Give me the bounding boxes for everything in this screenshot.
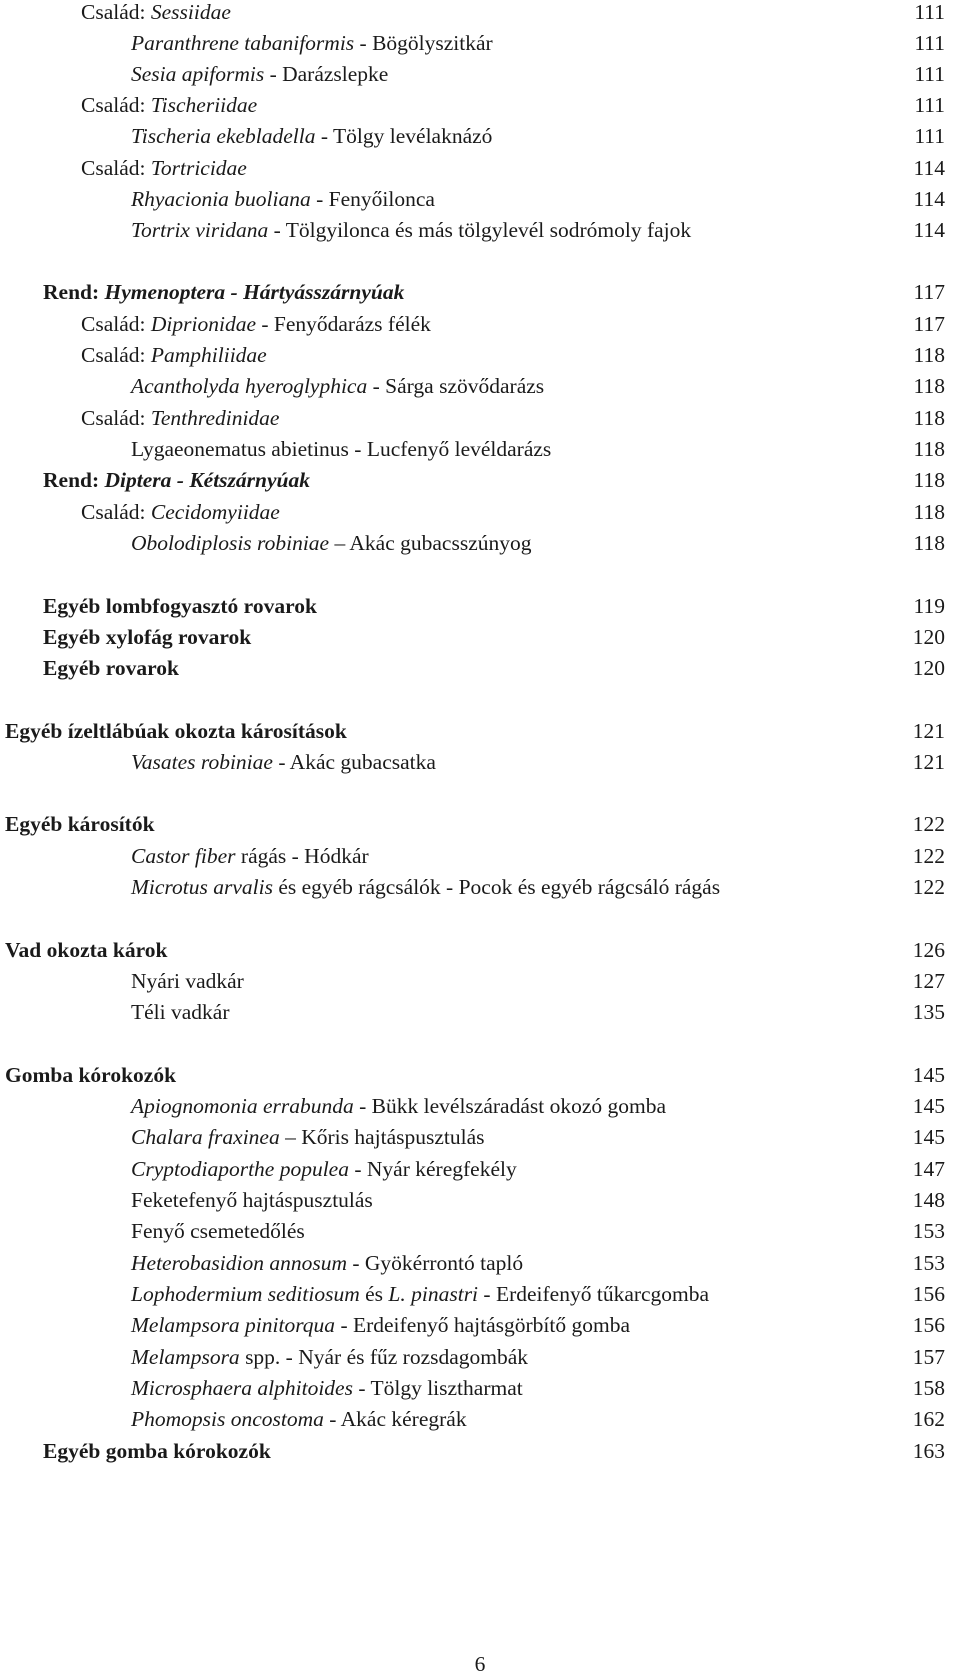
toc-entry-title — [43, 1436, 271, 1466]
toc-entry-title-segment: Chalara fraxinea — [131, 1125, 280, 1149]
toc-entry-title-segment: - Fenyődarázs félék — [255, 312, 431, 336]
toc-entry-title — [5, 1060, 176, 1090]
toc-entry-title — [131, 1279, 709, 1309]
toc-entry-title — [81, 0, 231, 27]
toc-entry-title-segment: Lophodermium seditiosum — [131, 1282, 360, 1306]
toc-entry-title — [131, 1216, 305, 1246]
toc-entry-title-segment: - Akác gubacsatka — [272, 750, 436, 774]
toc-entry — [0, 841, 960, 871]
toc-entry-title — [131, 1310, 630, 1340]
toc-entry-page: 145 — [912, 1094, 945, 1118]
toc-entry-title-segment: Sesia apiformis — [131, 62, 265, 86]
toc-entry-title-segment: – Kőris hajtáspusztulás — [279, 1125, 485, 1149]
toc-entry-title-segment: Tortricidae — [150, 156, 247, 180]
toc-entry-page: 126 — [912, 938, 945, 962]
toc-entry-title — [131, 184, 435, 214]
toc-entry-title — [43, 653, 179, 683]
toc-entry-title — [131, 997, 230, 1027]
toc-entry-title-segment: - Nyár kéregfekély — [348, 1157, 517, 1181]
toc-entry-title-segment: Phomopsis oncostoma — [131, 1407, 324, 1431]
toc-entry-title — [81, 403, 279, 433]
toc-entry-page: 120 — [912, 656, 945, 680]
toc-entry-title — [131, 215, 691, 245]
toc-entry — [0, 1154, 960, 1184]
toc-entry-page: 120 — [912, 625, 945, 649]
toc-entry-title — [131, 1248, 523, 1278]
toc-entry-title-segment: rágás - Hódkár — [235, 844, 369, 868]
toc-entry-page: 111 — [914, 93, 945, 117]
toc-entry-title-segment: Egyéb xylofág rovarok — [43, 625, 252, 649]
toc-entry-page: 148 — [912, 1188, 945, 1212]
toc-entry-title — [81, 340, 267, 370]
toc-entry-title — [43, 591, 317, 621]
toc-entry-page: 122 — [912, 812, 945, 836]
toc-entry — [0, 434, 960, 464]
toc-entry-title-segment: Acantholyda hyeroglyphica — [131, 374, 368, 398]
toc-entry — [0, 1091, 960, 1121]
toc-entry-title-segment: Castor fiber — [131, 844, 236, 868]
toc-entry-title-segment: - Gyökérrontó tapló — [347, 1251, 524, 1275]
toc-entry — [0, 340, 960, 370]
toc-entry-page: 111 — [914, 124, 945, 148]
toc-entry — [0, 716, 960, 746]
toc-entry-page: 114 — [913, 187, 945, 211]
toc-entry-title-segment: Család: — [81, 500, 151, 524]
toc-entry-title-segment: Lygaeonematus abietinus - Lucfenyő levéldarázs — [131, 437, 552, 461]
toc-entry — [0, 1342, 960, 1372]
toc-entry-title-segment: Rend: — [43, 468, 105, 492]
toc-entry-title — [43, 277, 404, 307]
toc-entry-title-segment: Cecidomyiidae — [150, 500, 280, 524]
toc-entry — [0, 0, 960, 27]
toc-entry — [0, 1122, 960, 1152]
toc-entry — [0, 1185, 960, 1215]
toc-entry-title-segment: - Tölgy lisztharmat — [352, 1376, 523, 1400]
toc-entry — [0, 1248, 960, 1278]
toc-entry-page: 119 — [913, 594, 945, 618]
toc-entry-title — [131, 747, 436, 777]
toc-entry — [0, 653, 960, 683]
toc-entry-title-segment: - Bükk levélszáradást okozó gomba — [353, 1094, 667, 1118]
toc-entry-title — [81, 90, 257, 120]
toc-entry — [0, 809, 960, 839]
toc-entry-title — [131, 121, 492, 151]
toc-entry-page: 145 — [912, 1125, 945, 1149]
toc-entry — [0, 28, 960, 58]
toc-entry — [0, 1436, 960, 1466]
toc-entry-page: 111 — [914, 0, 945, 24]
toc-entry-title — [81, 153, 247, 183]
toc-entry-title — [131, 841, 369, 871]
toc-entry — [0, 1279, 960, 1309]
toc-entry-page: 156 — [912, 1282, 945, 1306]
toc-entry-page: 153 — [912, 1219, 945, 1243]
toc-entry — [0, 121, 960, 151]
toc-entry — [0, 90, 960, 120]
toc-entry-title-segment: Egyéb ízeltlábúak okozta károsítások — [5, 719, 347, 743]
toc-entry — [0, 184, 960, 214]
toc-entry-title-segment: - Fenyőilonca — [310, 187, 435, 211]
toc-entry-title — [131, 28, 493, 58]
toc-entry-title-segment: spp. - Nyár és fűz rozsdagombák — [239, 1345, 529, 1369]
toc-entry — [0, 528, 960, 558]
toc-entry-title-segment: - Erdeifenyő tűkarcgomba — [478, 1282, 710, 1306]
toc-entry-title-segment: Téli vadkár — [131, 1000, 230, 1024]
toc-entry-page: 121 — [912, 719, 945, 743]
toc-entry — [0, 371, 960, 401]
toc-entry-title-segment: Egyéb gomba kórokozók — [43, 1439, 271, 1463]
toc-entry-page: 118 — [913, 343, 945, 367]
toc-entry-title-segment: – Akác gubacsszúnyog — [329, 531, 532, 555]
toc-entry-title-segment: Paranthrene tabaniformis — [131, 31, 355, 55]
toc-entry-title-segment: Diprionidae — [150, 312, 256, 336]
toc-entry — [0, 403, 960, 433]
toc-entry-title — [131, 1404, 467, 1434]
toc-entry-title-segment: Gomba kórokozók — [5, 1063, 177, 1087]
toc-entry-page: 157 — [912, 1345, 945, 1369]
toc-entry-title-segment: L. pinastri — [388, 1282, 479, 1306]
toc-entry-title-segment: Család: — [81, 93, 151, 117]
toc-entry — [0, 935, 960, 965]
toc-entry-title — [81, 309, 431, 339]
toc-entry-title — [43, 622, 251, 652]
toc-entry-title-segment: Tischeria ekebladella — [131, 124, 316, 148]
toc-entry — [0, 277, 960, 307]
toc-entry-title-segment: - Darázslepke — [264, 62, 389, 86]
toc-entry — [0, 1310, 960, 1340]
toc-entry-title-segment: Rhyacionia buoliana — [131, 187, 311, 211]
toc-entry-title — [5, 716, 347, 746]
toc-entry-title-segment: Melampsora — [131, 1345, 240, 1369]
toc-entry-title-segment: Egyéb rovarok — [43, 656, 179, 680]
toc-entry-title-segment: Család: — [81, 156, 151, 180]
toc-entry — [0, 591, 960, 621]
toc-entry-page: 135 — [912, 1000, 945, 1024]
toc-entry-title — [81, 497, 280, 527]
toc-entry-title — [131, 59, 388, 89]
toc-entry-page: 153 — [912, 1251, 945, 1275]
toc-entry-title-segment: Rend: — [43, 280, 105, 304]
toc-entry-title-segment: és — [359, 1282, 389, 1306]
toc-entry-title — [131, 1185, 373, 1215]
toc-entry-page: 163 — [912, 1439, 945, 1463]
toc-entry — [0, 153, 960, 183]
toc-entry-page: 145 — [912, 1063, 945, 1087]
toc-entry — [0, 465, 960, 495]
toc-entry-page: 118 — [913, 500, 945, 524]
toc-entry-title-segment: Pamphiliidae — [150, 343, 267, 367]
toc-entry-page: 118 — [913, 374, 945, 398]
toc-entry-title-segment: - Tölgyilonca és más tölgylevél sodrómoly fajok — [268, 218, 692, 242]
toc-entry-page: 118 — [913, 468, 945, 492]
toc-entry — [0, 966, 960, 996]
toc-entry-title-segment: Sessiidae — [150, 0, 231, 24]
toc-entry — [0, 997, 960, 1027]
toc-entry-page: 111 — [914, 62, 945, 86]
toc-entry-title-segment: - Akác kéregrák — [323, 1407, 467, 1431]
toc-entry-page: 127 — [912, 969, 945, 993]
toc-entry-title-segment: - Bögölyszitkár — [354, 31, 493, 55]
toc-entry-title-segment: Apiognomonia errabunda — [131, 1094, 354, 1118]
toc-entry-page: 118 — [913, 437, 945, 461]
toc-entry-title-segment: Család: — [81, 312, 151, 336]
toc-entry-title-segment: Melampsora pinitorqua — [131, 1313, 336, 1337]
toc-entry-title — [43, 465, 310, 495]
toc-entry-title-segment: Microsphaera alphitoides — [131, 1376, 353, 1400]
toc-entry-title-segment: Egyéb károsítók — [5, 812, 155, 836]
toc-entry-title-segment: Hymenoptera - Hártyásszárnyúak — [104, 280, 405, 304]
toc-entry — [0, 497, 960, 527]
toc-entry-title — [5, 935, 168, 965]
toc-entry-page: 122 — [912, 875, 945, 899]
toc-entry-title — [5, 809, 155, 839]
toc-entry-page: 117 — [913, 312, 945, 336]
toc-entry-page: 147 — [912, 1157, 945, 1181]
toc-entry-title — [131, 1122, 485, 1152]
toc-entry-page: 162 — [912, 1407, 945, 1431]
toc-entry-title-segment: és egyéb rágcsálók - Pocok és egyéb rágcsáló rágás — [272, 875, 721, 899]
toc-entry — [0, 309, 960, 339]
toc-entry-title-segment: Tischeriidae — [150, 93, 258, 117]
toc-entry-title-segment: Tortrix viridana — [131, 218, 269, 242]
toc-entry-title — [131, 966, 244, 996]
toc-entry-title-segment: Cryptodiaporthe populea — [131, 1157, 349, 1181]
toc-entry-title — [131, 1373, 523, 1403]
toc-entry-title — [131, 371, 544, 401]
toc-entry-page: 121 — [912, 750, 945, 774]
toc-entry-page: 156 — [912, 1313, 945, 1337]
toc-entry-title — [131, 872, 720, 902]
toc-entry-title — [131, 528, 532, 558]
toc-entry-title-segment: Vad okozta károk — [5, 938, 168, 962]
toc-entry-title-segment: Obolodiplosis robiniae — [131, 531, 330, 555]
toc-entry-title-segment: Heterobasidion annosum — [131, 1251, 347, 1275]
toc-entry-title-segment: Fenyő csemetedőlés — [131, 1219, 305, 1243]
toc-entry-title-segment: Egyéb lombfogyasztó rovarok — [43, 594, 317, 618]
page-number: 6 — [474, 1652, 486, 1676]
toc-entry — [0, 1404, 960, 1434]
toc-entry-title-segment: Nyári vadkár — [131, 969, 244, 993]
toc-entry-title-segment: Tenthredinidae — [150, 406, 280, 430]
toc-entry — [0, 747, 960, 777]
toc-entry-page: 158 — [912, 1376, 945, 1400]
toc-entry — [0, 1216, 960, 1246]
toc-entry-page: 117 — [913, 280, 945, 304]
toc-entry-title-segment: Család: — [81, 343, 151, 367]
toc-entry-title — [131, 434, 551, 464]
toc-entry — [0, 1060, 960, 1090]
toc-entry — [0, 59, 960, 89]
toc-entry-page: 114 — [913, 156, 945, 180]
toc-entry-title — [131, 1154, 517, 1184]
toc-entry-title-segment: Vasates robiniae — [131, 750, 273, 774]
toc-entry-title-segment: Microtus arvalis — [131, 875, 273, 899]
toc-entry-page: 111 — [914, 31, 945, 55]
toc-entry-title-segment: Diptera - Kétszárnyúak — [104, 468, 310, 492]
toc-entry-title-segment: Család: — [81, 406, 151, 430]
toc-entry-title — [131, 1091, 666, 1121]
toc-entry — [0, 215, 960, 245]
toc-entry-title-segment: Család: — [81, 0, 151, 24]
toc-entry — [0, 872, 960, 902]
toc-entry-title-segment: Feketefenyő hajtáspusztulás — [131, 1188, 373, 1212]
toc-entry-page: 118 — [913, 406, 945, 430]
toc-entry-page: 114 — [913, 218, 945, 242]
toc-entry-title-segment: - Sárga szövődarázs — [367, 374, 545, 398]
toc-entry — [0, 622, 960, 652]
toc-entry-page: 122 — [912, 844, 945, 868]
toc-entry-title-segment: - Erdeifenyő hajtásgörbítő gomba — [335, 1313, 631, 1337]
toc-entry-page: 118 — [913, 531, 945, 555]
toc-entry-title-segment: - Tölgy levélaknázó — [315, 124, 493, 148]
toc-entry-title — [131, 1342, 528, 1372]
toc-entry — [0, 1373, 960, 1403]
